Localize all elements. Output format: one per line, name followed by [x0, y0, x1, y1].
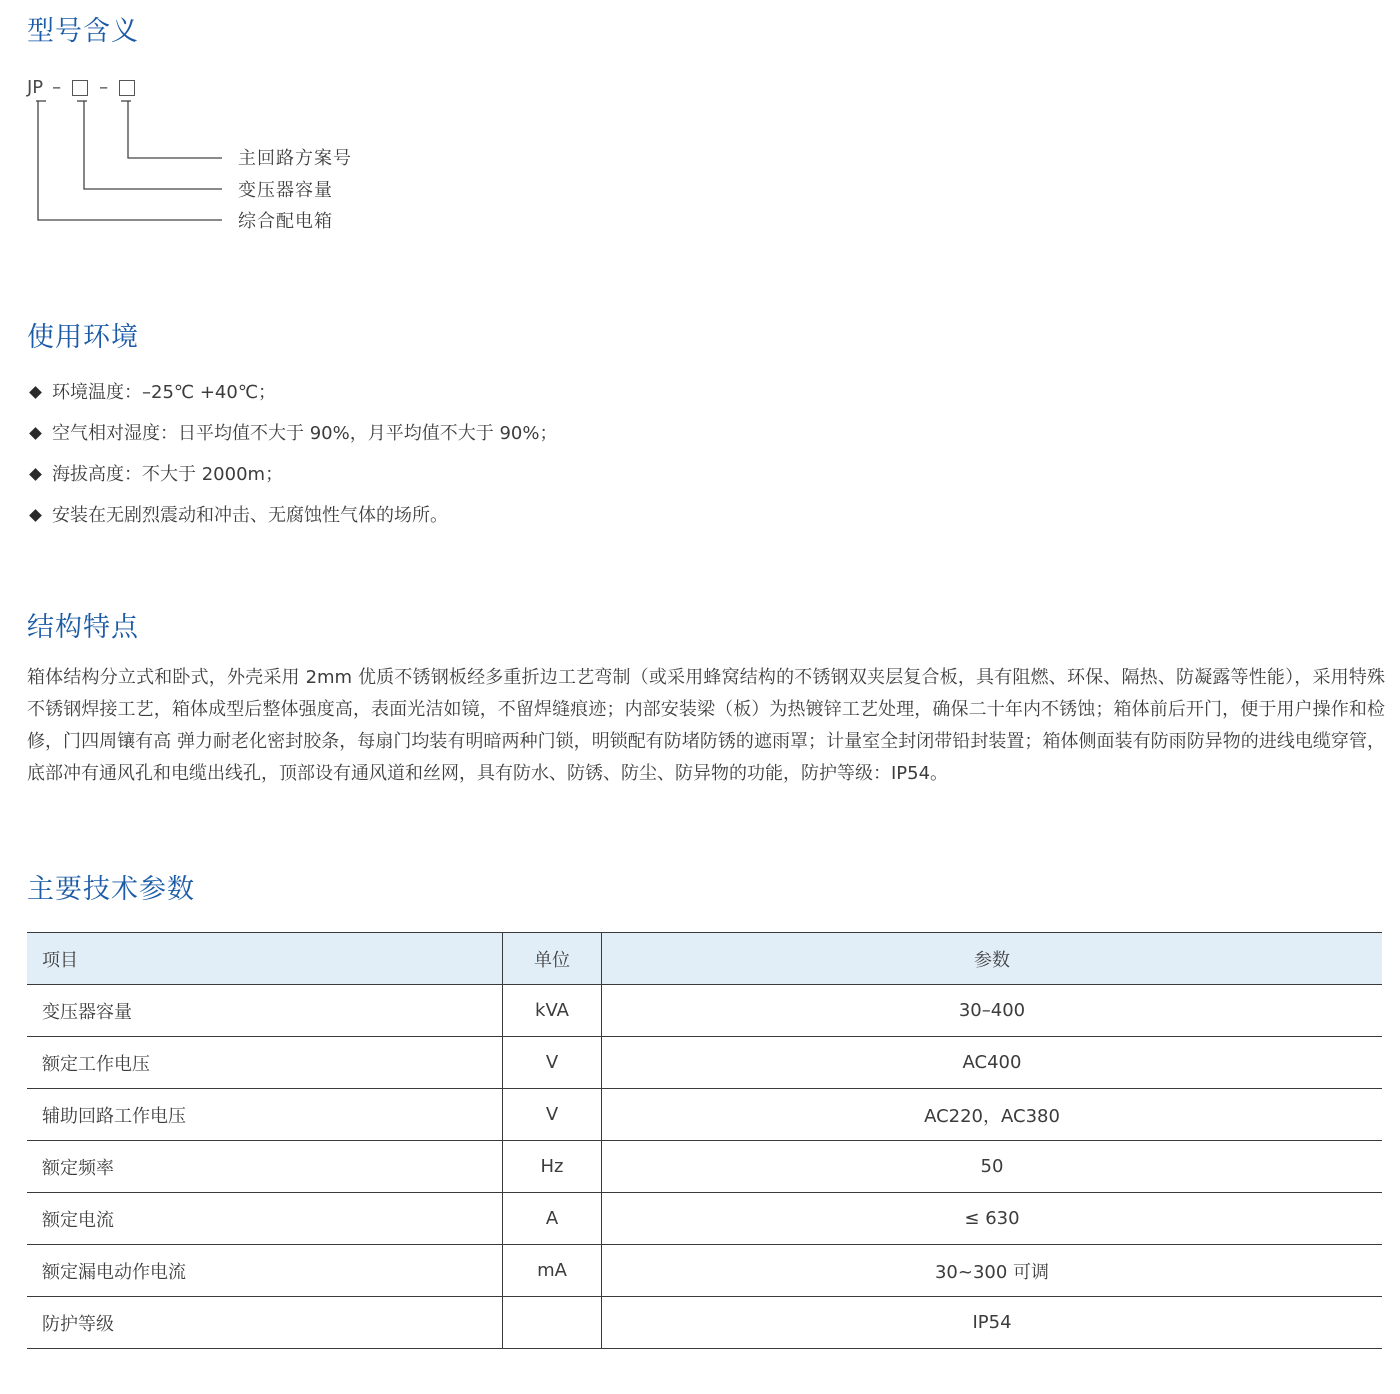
cell-item: 额定工作电压 [27, 1037, 503, 1089]
list-item [27, 495, 557, 536]
environment-list [27, 372, 557, 536]
header-value: 参数 [602, 933, 1383, 985]
section-title-environment: 使用环境 [27, 322, 139, 353]
diamond-bullet-icon [29, 468, 42, 481]
table-header-row [27, 933, 1382, 985]
cell-value: 50 [602, 1141, 1383, 1193]
table-row [27, 1297, 1382, 1349]
cell-unit: kVA [503, 985, 602, 1037]
cell-value: AC220，AC380 [602, 1089, 1383, 1141]
diamond-bullet-icon [29, 427, 42, 440]
cell-value: 30–400 [602, 985, 1383, 1037]
env-text: 空气相对湿度：日平均值不大于 90%，月平均值不大于 90%； [52, 422, 558, 444]
cell-value: IP54 [602, 1297, 1383, 1349]
label-main-circuit-scheme: 主回路方案号 [238, 148, 352, 169]
table-row [27, 1245, 1382, 1297]
cell-unit: V [503, 1037, 602, 1089]
model-dash: – [52, 77, 62, 98]
parameters-table [27, 932, 1382, 1349]
cell-value: ≤ 630 [602, 1193, 1383, 1245]
cell-unit [503, 1297, 602, 1349]
header-item: 项目 [27, 933, 503, 985]
section-title-parameters: 主要技术参数 [27, 874, 195, 905]
cell-item: 额定频率 [27, 1141, 503, 1193]
cell-item: 辅助回路工作电压 [27, 1089, 503, 1141]
label-transformer-capacity: 变压器容量 [238, 180, 333, 201]
cell-unit: V [503, 1089, 602, 1141]
table-row [27, 1089, 1382, 1141]
table-row [27, 1141, 1382, 1193]
section-title-structure: 结构特点 [27, 612, 139, 643]
cell-item: 额定电流 [27, 1193, 503, 1245]
cell-unit: Hz [503, 1141, 602, 1193]
env-text: 环境温度：–25℃ +40℃； [52, 381, 277, 403]
model-prefix: JP [27, 77, 44, 98]
cell-item: 变压器容量 [27, 985, 503, 1037]
model-dash: – [99, 77, 109, 98]
cell-unit: mA [503, 1245, 602, 1297]
table-row [27, 985, 1382, 1037]
cell-value: 30~300 可调 [602, 1245, 1383, 1297]
diamond-bullet-icon [29, 386, 42, 399]
header-unit: 单位 [503, 933, 602, 985]
env-text: 安装在无剧烈震动和冲击、无腐蚀性气体的场所。 [52, 504, 448, 526]
label-distribution-box: 综合配电箱 [238, 211, 333, 232]
cell-unit: A [503, 1193, 602, 1245]
env-text: 海拔高度：不大于 2000m； [52, 463, 284, 485]
diamond-bullet-icon [29, 509, 42, 522]
model-leader-lines [0, 0, 240, 240]
table-row [27, 1037, 1382, 1089]
section-title-model: 型号含义 [27, 16, 139, 47]
list-item [27, 454, 557, 495]
list-item [27, 413, 557, 454]
table-row [27, 1193, 1382, 1245]
structure-paragraph: 箱体结构分立式和卧式，外壳采用 2mm 优质不锈钢板经多重折边工艺弯制（或采用蜂窝结构的不锈钢双夹层复合板，具有阻燃、环保、隔热、防凝露等性能），采用特殊不锈钢焊接工艺，箱体成型后整体强度高，表面光洁如镜，不留焊缝痕迹；内部安装梁（板）为热镀锌工艺处理，确保二十年内不锈蚀；箱体前后开门，便于用户操作和检修，门四周镶有高 弹力耐老化密封胶条，每扇门均装有明暗两种门锁，明锁配有防堵防锈的遮雨罩；计量室全封闭带铅封装置；箱体侧面装有防雨防异物的进线电缆穿管，底部冲有通风孔和电缆出线孔，顶部设有通风道和丝网，具有防水、防锈、防尘、防异物的功能，防护等级：IP54。 [27, 667, 1385, 784]
cell-item: 额定漏电动作电流 [27, 1245, 503, 1297]
cell-value: AC400 [602, 1037, 1383, 1089]
cell-item: 防护等级 [27, 1297, 503, 1349]
list-item [27, 372, 557, 413]
